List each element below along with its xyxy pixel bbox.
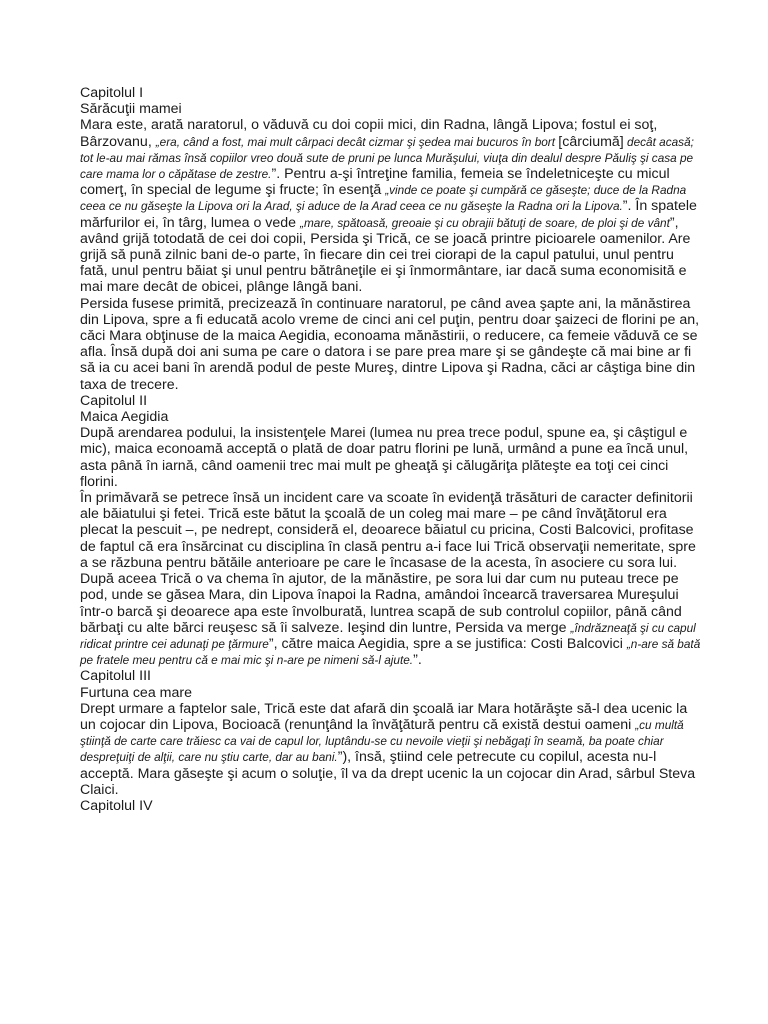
text-run: Mara este, arată naratorul, o văduvă cu doi copii mici, din Radna, lângă Lipova; fostul ei soţ, Bârzovanu, (80, 117, 658, 150)
text-run: ”. În spatele mărfurilor ei, în târg, lumea o vede (80, 198, 697, 231)
text-run: Drept urmare a faptelor sale, Trică este dat afară din şcoală iar Mara hotărăşte să-l dea ucenic la un cojocar din Lipova, Bocioacă (renunţând la învăţătură pentru că există destui oameni (80, 700, 688, 733)
chapter-3-paragraph-1 (80, 701, 704, 798)
chapter-2-paragraph-2 (80, 490, 704, 668)
text-run: ”, către maica Aegidia, spre a se justifica: Costi Balcovici (268, 635, 627, 652)
chapter-1-heading: Capitolul I (80, 85, 144, 101)
document-body (80, 85, 704, 814)
quote-run: decât acasă; tot le-au mai rămas însă copiilor vreo două sute de pruni pe lunca Murăşului, viuţa din dealul despre Păuliş şi casa pe care mama lor o căpătase de zestre. (80, 134, 694, 182)
chapter-3-subtitle: Furtuna cea mare (80, 684, 192, 701)
chapter-1-subtitle: Sărăcuţii mamei (80, 101, 182, 118)
text-run: ”, având grijă totodată de cei doi copii, Persida şi Trică, ce se joacă printre picioarele oamenilor. Are grijă să pună zilnic bani de-o parte, în fiecare din cei trei ciorapi de la capul patului, unul pentru fată, unul pentru băiat şi unul pentru bătrâneţile ei şi înmormântare, iar dacă suma economisită e mai mare decât de obicei, plânge lângă bani. (80, 214, 691, 296)
quote-run: „cu multă ştiinţă de carte care trăiesc ca vai de capul lor, luptându-se cu nevoile vieţii şi nebăgaţi în seamă, ba poate chiar despreţuiţi de alţii, care nu ştiu carte, dar au bani. (80, 717, 684, 765)
quote-run: „îndrăzneaţă şi cu capul ridicat printre cei adunaţi pe ţărmure (80, 620, 696, 651)
text-run: ”. Pentru a-şi întreţine familia, femeia se îndeletniceşte cu micul comerţ, în special de legume şi fructe; în esenţă (80, 166, 670, 199)
chapter-3-heading: Capitolul III (80, 668, 151, 685)
quote-run: „n-are să bată pe fratele meu pentru că e mai mic şi n-are pe nimeni să-l ajute. (80, 636, 701, 668)
text-run: ”. (413, 652, 422, 669)
chapter-2-heading: Capitolul II (80, 392, 148, 409)
chapter-4-heading: Capitolul IV (80, 797, 153, 814)
quote-run: „mare, spătoasă, greoaie şi cu obrajii bătuţi de soare, de ploi şi de vânt (300, 215, 670, 230)
chapter-2-subtitle: Maica Aegidia (80, 409, 169, 426)
chapter-2-paragraph-1: După arendarea podului, la insistenţele Marei (lumea nu prea trece podul, spune ea, şi câştigul e mic), maica econoamă acceptă o plată de doar patru florini pe lună, urmând a pune ea încă unul, asta până în iarnă, când oamenii trec mai mult pe gheaţă şi călugăriţa plăteşte ea toţi cei cinci florini. (80, 425, 689, 490)
chapter-1-paragraph-2: Persida fusese primită, precizează în continuare naratorul, pe când avea şapte ani, la mănăstirea din Lipova, spre a fi educată acolo vreme de cinci ani cel puţin, pentru doar şaizeci de florini pe an, căci Mara obţinuse de la maica Aegidia, econoama mănăstirii, o reducere, ca femeie văduvă ce se afla. Însă după doi ani suma pe care o datora i se pare prea mare şi se gândeşte că mai bine ar fi să ia cu acei bani în arendă podul de peste Mureş, dintre Lipova şi Radna, căci ar câştiga bine din taxa de trecere. (80, 295, 700, 393)
text-run: În primăvară se petrece însă un incident care va scoate în evidenţă trăsături de caracter definitorii ale băiatului şi fetei. Trică este bătut la şcoală de un coleg mai mare – pe când învăţătorul era plecat la pescuit –, pe nedrept, consideră el, deoarece băiatul cu pricina, Costi Balcovici, profitase de faptul că era însărcinat cu disciplina în clasă pentru a-i face lui Trică observaţii nemeritate, spre a se răzbuna pentru bătăile anterioare pe care le încasase de la acesta, în asociere cu sora lui. După aceea Trică o va chema în ajutor, de la mănăstire, pe sora lui dar cum nu puteau trece pe pod, unde se găsea Mara, din Lipova înapoi la Radna, amândoi încearcă traversarea Mureşului într-o barcă şi deoarece apa este învolburată, luntrea scapă de sub controlul copiilor, până când bărbaţi cu alte bărci reuşesc să îi salveze. Ieşind din luntre, Persida va merge (80, 490, 696, 636)
chapter-1-paragraph-1 (80, 117, 704, 295)
text-run: ”), însă, ştiind cele petrecute cu copilul, acesta nu-l acceptă. Mara găseşte şi acum o soluţie, îl va da drept ucenic la un cojocar din Arad, sârbul Steva Claici. (80, 749, 696, 798)
text-run: [cârciumă] (558, 133, 624, 150)
quote-run: „vinde ce poate şi cumpără ce găseşte; duce de la Radna ceea ce nu găseşte la Lipova ori la Arad, şi aduce de la Arad ceea ce nu găseşte la Radna ori la Lipova. (80, 183, 687, 214)
quote-run: „era, când a fost, mai mult cârpaci decât cizmar şi şedea mai bucuros în bort (155, 134, 559, 149)
